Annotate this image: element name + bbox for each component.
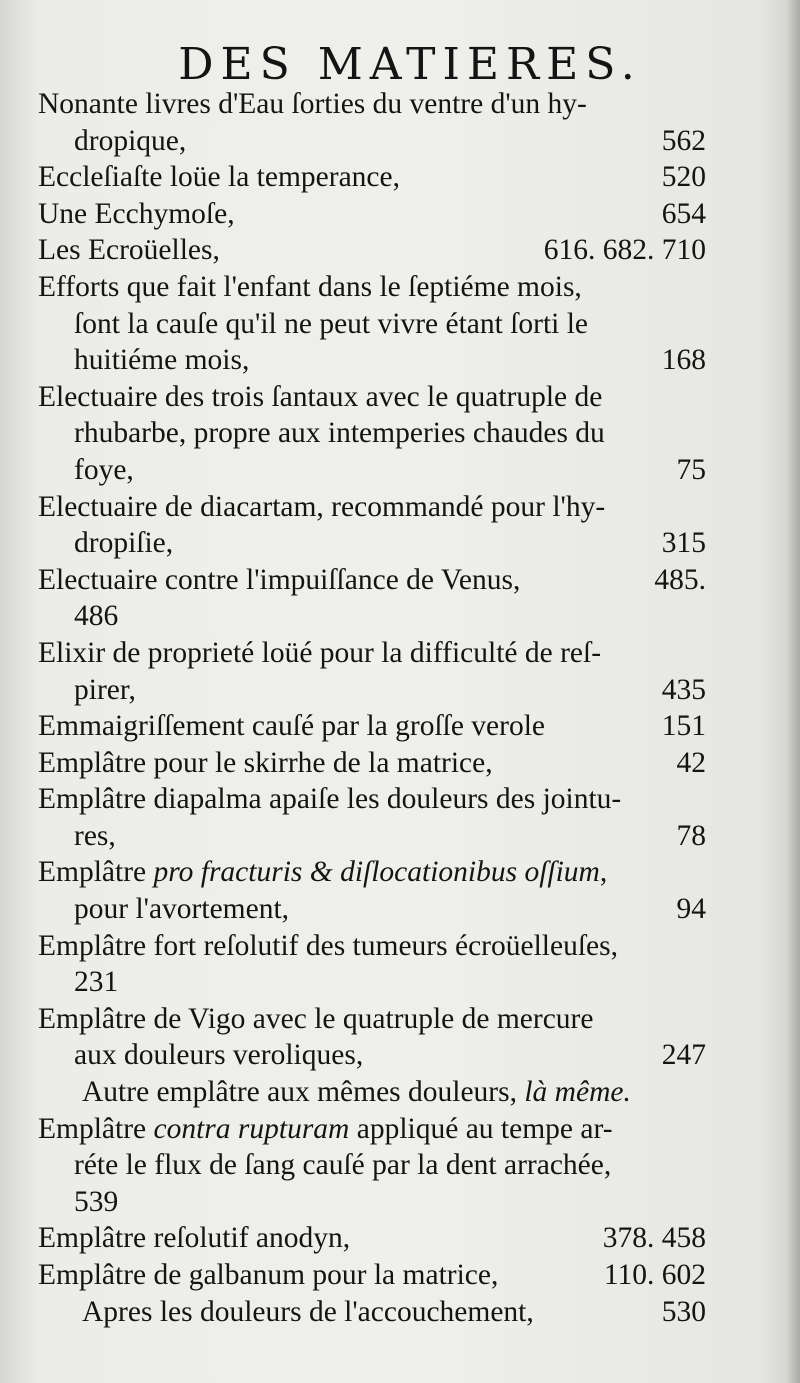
entry-line: 486: [74, 600, 119, 633]
page-edge-shadow: [786, 0, 800, 1383]
index-entry: [38, 781, 706, 854]
entry-continuation: huitiéme mois,: [74, 344, 250, 377]
entry-line: [38, 1220, 706, 1257]
entry-line: 231: [74, 966, 119, 999]
entry-text: Emplâtre reſolutif anodyn,: [38, 1222, 351, 1255]
entry-line: [38, 854, 706, 891]
index-entry: [38, 928, 706, 1001]
index-entry: [38, 1001, 706, 1074]
entry-text: ,: [599, 856, 608, 889]
entry-line: Electuaire des trois ſantaux avec le quatruple de: [38, 380, 603, 413]
entry-line: Electuaire de diacartam, recommandé pour l'hy-: [38, 490, 606, 523]
entry-text: Emplâtre: [38, 856, 147, 889]
page-ref: 530: [661, 1295, 706, 1328]
entry-text: Emplâtre de galbanum pour la matrice,: [38, 1259, 499, 1291]
index-entry: [38, 562, 706, 635]
page-ref: 654: [661, 197, 706, 230]
page-ref: 378. 458: [602, 1222, 706, 1255]
entry-line: 539: [74, 1185, 119, 1218]
index-subentry: [38, 1074, 706, 1111]
entry-line: réte le flux de ſang cauſé par la dent arrachée,: [74, 1149, 612, 1182]
index-entry: [38, 1111, 706, 1221]
page-ref: 435: [661, 673, 706, 706]
entry-continuation: foye,: [74, 453, 134, 486]
entry-line: [38, 232, 706, 269]
entry-text: Emmaigriſſement cauſé par la groſſe verole: [38, 710, 546, 743]
entry-text: Apres les douleurs de l'accouchement,: [82, 1295, 534, 1328]
entry-line: [82, 1074, 706, 1111]
entry-line: [38, 1257, 706, 1294]
entry-line: [38, 525, 706, 562]
entry-line: Emplâtre de Vigo avec le quatruple de mercure: [38, 1002, 594, 1035]
page-ref: 315: [661, 527, 706, 560]
index-entry: [38, 1220, 706, 1257]
entry-line: rhubarbe, propre aux intemperies chaudes du: [74, 417, 605, 450]
entry-continuation: dropiſie,: [74, 527, 174, 560]
page-ref: 75: [676, 453, 706, 486]
page-ref: 110. 602: [603, 1259, 706, 1291]
entry-line: [38, 1037, 706, 1074]
page-ref: 520: [661, 161, 706, 194]
index-entries: [38, 86, 706, 1330]
entry-line: [38, 745, 706, 782]
index-entry: [38, 854, 706, 927]
index-entry: [38, 708, 706, 745]
entry-line: Emplâtre fort reſolutif des tumeurs écroüelleuſes,: [38, 929, 618, 962]
page-ref: 42: [676, 746, 706, 779]
page-ref: 94: [676, 893, 706, 926]
entry-text: Emplâtre pour le skirrhe de la matrice,: [38, 746, 493, 779]
entry-continuation: aux douleurs veroliques,: [74, 1039, 364, 1072]
page-header: DES MATIERES.: [178, 39, 642, 90]
page-ref: 485.: [654, 563, 706, 596]
index-entry: [38, 159, 706, 196]
index-entry: [38, 86, 706, 159]
entry-line: [38, 672, 706, 709]
entry-line: ſont la cauſe qu'il ne peut vivre étant ſorti le: [74, 307, 589, 340]
index-entry: [38, 379, 706, 489]
entry-line: [38, 123, 706, 160]
index-entry: [38, 269, 706, 379]
entry-text: Les Ecroüelles,: [38, 234, 220, 267]
entry-text: Emplâtre: [38, 1112, 147, 1145]
entry-line: [38, 891, 706, 928]
page-ref: 78: [676, 819, 706, 852]
entry-latin-text: pro fracturis & diſlocationibus oſſium: [153, 856, 600, 889]
index-entry: [38, 489, 706, 562]
entry-continuation: pour l'avortement,: [74, 893, 290, 926]
entry-latin-text: contra rupturam: [153, 1112, 350, 1145]
entry-continuation: pirer,: [74, 673, 136, 706]
entry-text: Eccleſiaſte loüe la temperance,: [38, 161, 400, 194]
entry-line: Nonante livres d'Eau ſorties du ventre d'un hy-: [38, 88, 587, 120]
entry-text: Autre emplâtre aux mêmes douleurs,: [82, 1076, 517, 1109]
index-entry: [38, 1257, 706, 1294]
page-ref: 562: [661, 124, 706, 157]
entry-text: appliqué au tempe ar-: [356, 1112, 613, 1145]
entry-line: Efforts que fait l'enfant dans le ſeptiéme mois,: [38, 270, 582, 303]
index-entry: [38, 745, 706, 782]
page-ref: 151: [661, 710, 706, 743]
index-entry: [38, 232, 706, 269]
index-entry: [38, 635, 706, 708]
entry-continuation: dropique,: [74, 124, 187, 157]
entry-ref-same: là même.: [524, 1076, 631, 1109]
entry-line: [38, 342, 706, 379]
entry-line: [82, 1294, 706, 1331]
page-ref: 247: [661, 1039, 706, 1072]
entry-line: Elixir de proprieté loüé pour la difficulté de reſ-: [38, 636, 602, 669]
entry-line: [38, 196, 706, 233]
entry-text: Une Ecchymoſe,: [38, 197, 235, 230]
index-subentry: [38, 1294, 706, 1331]
page-ref: 616. 682. 710: [543, 234, 706, 267]
index-entry: [38, 196, 706, 233]
entry-line: [38, 159, 706, 196]
entry-text: Electuaire contre l'impuiſſance de Venus,: [38, 563, 521, 596]
entry-line: [38, 708, 706, 745]
entry-line: [38, 452, 706, 489]
entry-line: [38, 818, 706, 855]
entry-line: Emplâtre diapalma apaiſe les douleurs des jointu-: [38, 783, 622, 816]
page-ref: 168: [661, 344, 706, 377]
entry-continuation: res,: [74, 819, 116, 852]
entry-line: [38, 562, 706, 599]
entry-line: [38, 1111, 706, 1148]
